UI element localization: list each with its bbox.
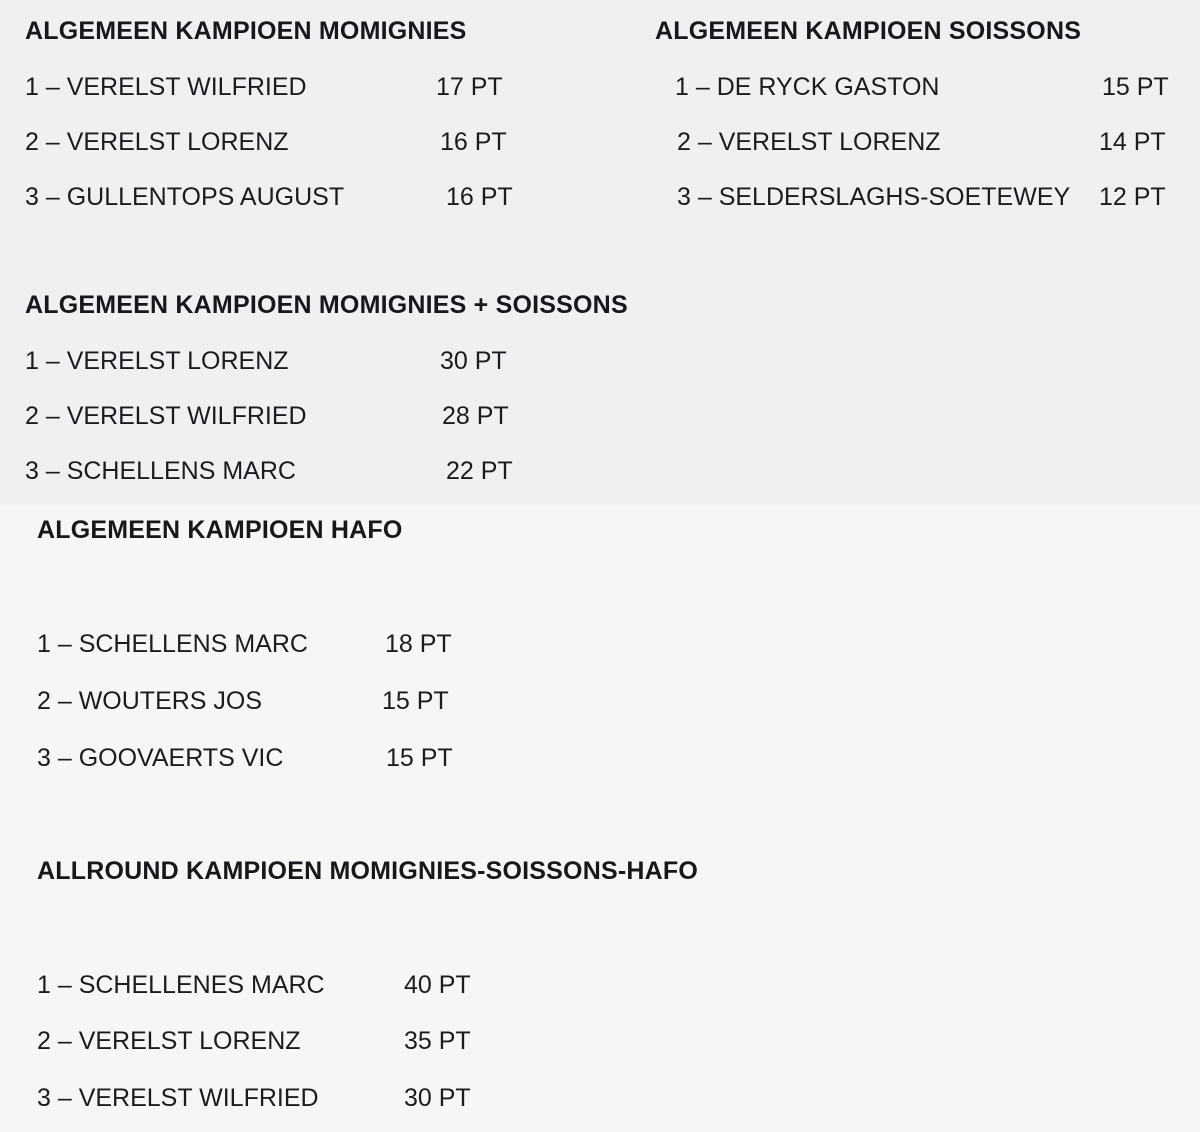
points-value: 15 PT bbox=[1102, 73, 1169, 101]
participant-name: 2 – WOUTERS JOS bbox=[37, 687, 263, 715]
participant-name: 1 – VERELST WILFRIED bbox=[25, 73, 307, 101]
participant-name: 3 – GOOVAERTS VIC bbox=[37, 744, 284, 772]
points-value: 16 PT bbox=[440, 128, 507, 156]
points-value: 22 PT bbox=[446, 457, 513, 485]
participant-name: 3 – GULLENTOPS AUGUST bbox=[25, 183, 345, 211]
points-value: 16 PT bbox=[446, 183, 513, 211]
participant-name: 2 – VERELST LORENZ bbox=[37, 1027, 301, 1055]
points-value: 30 PT bbox=[440, 347, 507, 375]
section-title: ALGEMEEN KAMPIOEN MOMIGNIES + SOISSONS bbox=[25, 291, 628, 319]
section-title: ALGEMEEN KAMPIOEN MOMIGNIES bbox=[25, 17, 467, 45]
participant-name: 2 – VERELST LORENZ bbox=[677, 128, 941, 156]
points-value: 40 PT bbox=[404, 971, 471, 999]
participant-name: 1 – SCHELLENS MARC bbox=[37, 630, 308, 658]
participant-name: 2 – VERELST WILFRIED bbox=[25, 402, 307, 430]
section-title: ALGEMEEN KAMPIOEN HAFO bbox=[37, 516, 403, 544]
points-value: 12 PT bbox=[1099, 183, 1166, 211]
points-value: 15 PT bbox=[382, 687, 449, 715]
participant-name: 1 – SCHELLENES MARC bbox=[37, 971, 325, 999]
participant-name: 2 – VERELST LORENZ bbox=[25, 128, 289, 156]
points-value: 17 PT bbox=[436, 73, 503, 101]
points-value: 14 PT bbox=[1099, 128, 1166, 156]
points-value: 28 PT bbox=[442, 402, 509, 430]
participant-name: 3 – SELDERSLAGHS-SOETEWEY bbox=[677, 183, 1071, 211]
section-title: ALGEMEEN KAMPIOEN SOISSONS bbox=[655, 17, 1082, 45]
participant-name: 3 – VERELST WILFRIED bbox=[37, 1084, 319, 1112]
points-value: 18 PT bbox=[385, 630, 452, 658]
participant-name: 3 – SCHELLENS MARC bbox=[25, 457, 296, 485]
participant-name: 1 – DE RYCK GASTON bbox=[675, 73, 940, 101]
section-title: ALLROUND KAMPIOEN MOMIGNIES-SOISSONS-HAFO bbox=[37, 857, 698, 885]
points-value: 35 PT bbox=[404, 1027, 471, 1055]
points-value: 15 PT bbox=[386, 744, 453, 772]
participant-name: 1 – VERELST LORENZ bbox=[25, 347, 289, 375]
points-value: 30 PT bbox=[404, 1084, 471, 1112]
